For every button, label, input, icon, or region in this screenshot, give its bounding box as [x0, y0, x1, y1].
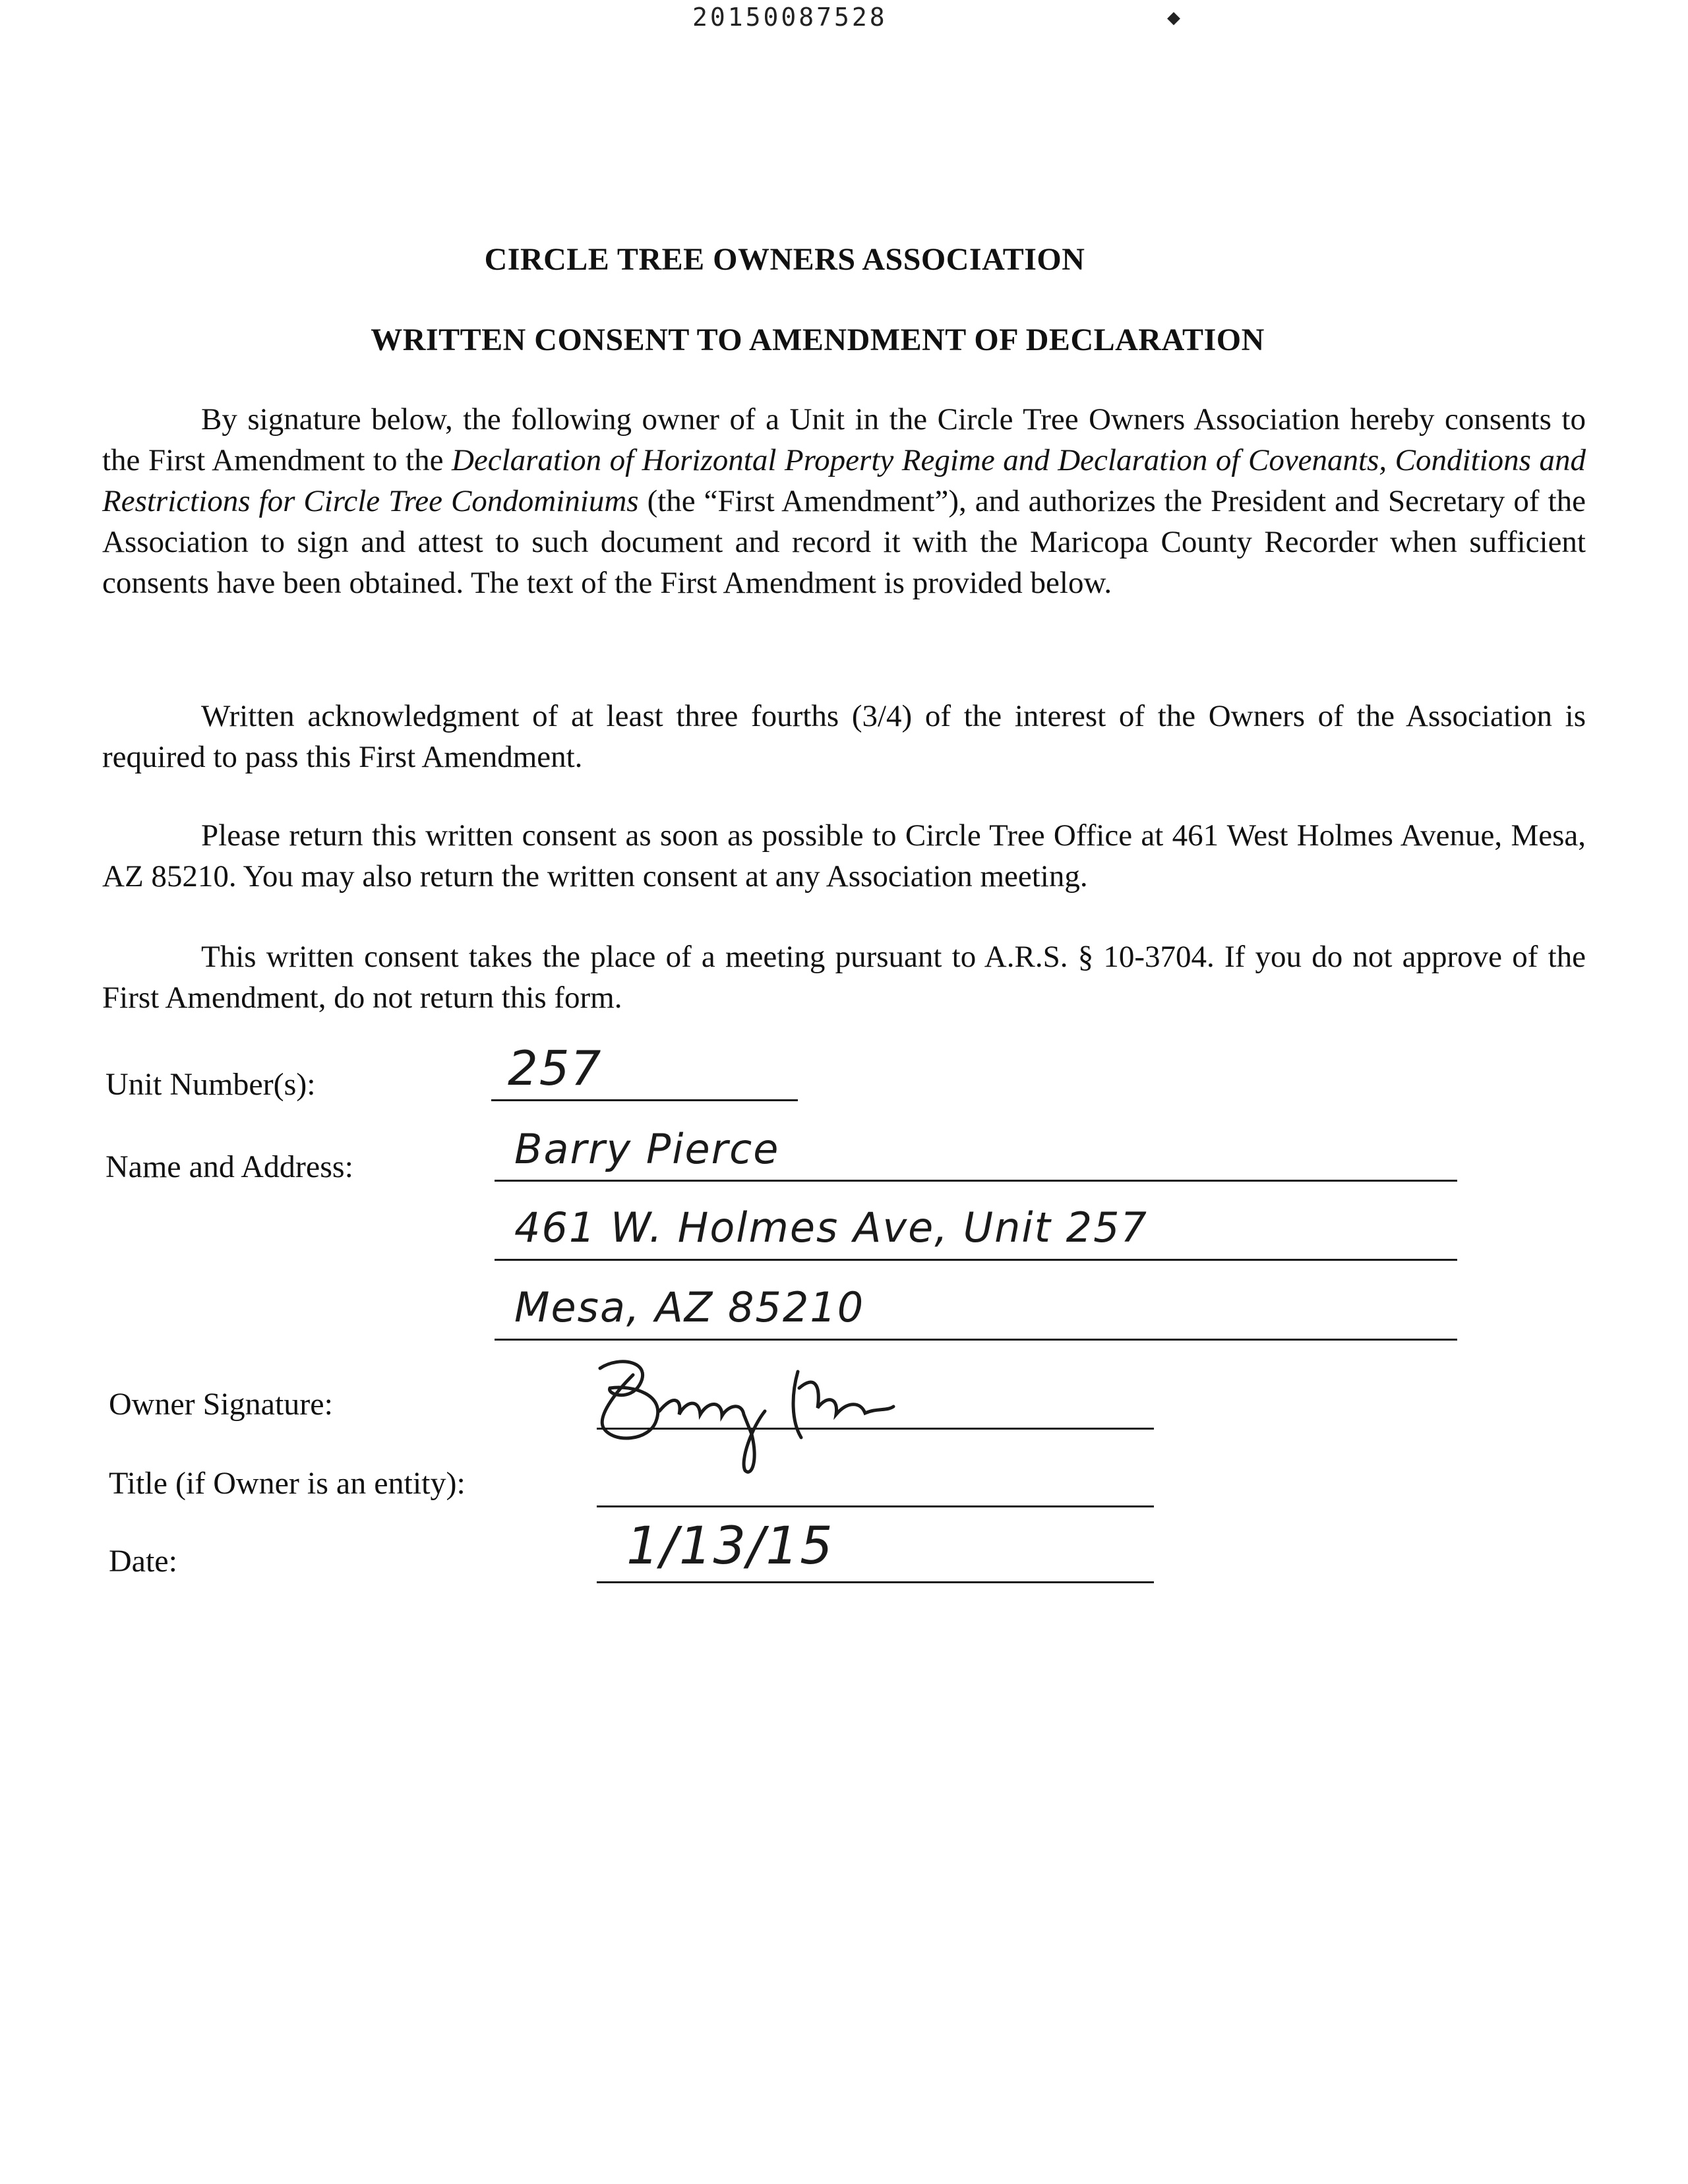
date-value[interactable]: 1/13/15: [626, 1517, 834, 1576]
recording-number: 20150087528: [692, 3, 888, 32]
paragraph-consent-lead: By signature below, the following owner of a Unit in the Circle Tree Owners Association hereby consents to the First Amendment to the: [102, 402, 1586, 477]
date-line: [597, 1581, 1154, 1583]
name-line: [495, 1180, 1457, 1182]
owner-signature[interactable]: [593, 1349, 963, 1480]
signature-scribble-icon: [593, 1349, 963, 1480]
consent-title: WRITTEN CONSENT TO AMENDMENT OF DECLARATION: [371, 322, 1265, 357]
paragraph-consent: [102, 399, 1586, 603]
unit-number-line: [491, 1099, 798, 1101]
paragraph-consent-tail: (the “First Amendment”), and authorizes the President and Secretary of the Association to sign and attest to such document and record it with the Maricopa County Recorder when sufficient consents have been obtained. The text of the First Amendment is provided below.: [102, 484, 1586, 600]
owner-signature-label: Owner Signature:: [109, 1387, 333, 1422]
unit-number-value[interactable]: 257: [508, 1041, 603, 1096]
address-line2-rule: [495, 1339, 1457, 1341]
unit-number-label: Unit Number(s):: [106, 1067, 316, 1102]
paragraph-acknowledgment: [102, 696, 1586, 777]
signature-line: [597, 1428, 1154, 1430]
owner-name-value[interactable]: Barry Pierce: [514, 1125, 780, 1173]
date-label: Date:: [109, 1544, 177, 1579]
declaration-title: Declaration of Horizontal Property Regime and Declaration of Covenants, Conditions and Restrictions for Circle Tree Condominiums: [102, 443, 1586, 518]
paragraph-return-text: Please return this written consent as soon as possible to Circle Tree Office at 461 West Holmes Avenue, Mesa, AZ 85210. You may also return the written consent at any Association meeting.: [102, 818, 1586, 894]
paragraph-acknowledgment-text: Written acknowledgment of at least three fourths (3/4) of the interest of the Owners of the Association is required to pass this First Amendment.: [102, 699, 1586, 774]
address-line2-value[interactable]: Mesa, AZ 85210: [514, 1283, 865, 1331]
paragraph-meeting-text: This written consent takes the place of a meeting pursuant to A.R.S. § 10-3704. If you do not approve of the First Amendment, do not return this form.: [102, 940, 1586, 1015]
association-title: CIRCLE TREE OWNERS ASSOCIATION: [484, 242, 1085, 277]
name-address-label: Name and Address:: [106, 1149, 353, 1184]
paragraph-return-instructions: [102, 815, 1586, 897]
address-line1-rule: [495, 1259, 1457, 1261]
address-line1-value[interactable]: 461 W. Holmes Ave, Unit 257: [514, 1203, 1148, 1252]
corner-mark: ◆: [1167, 8, 1180, 27]
paragraph-meeting-notice: [102, 936, 1586, 1018]
title-line: [597, 1505, 1154, 1507]
title-entity-label: Title (if Owner is an entity):: [109, 1466, 466, 1501]
